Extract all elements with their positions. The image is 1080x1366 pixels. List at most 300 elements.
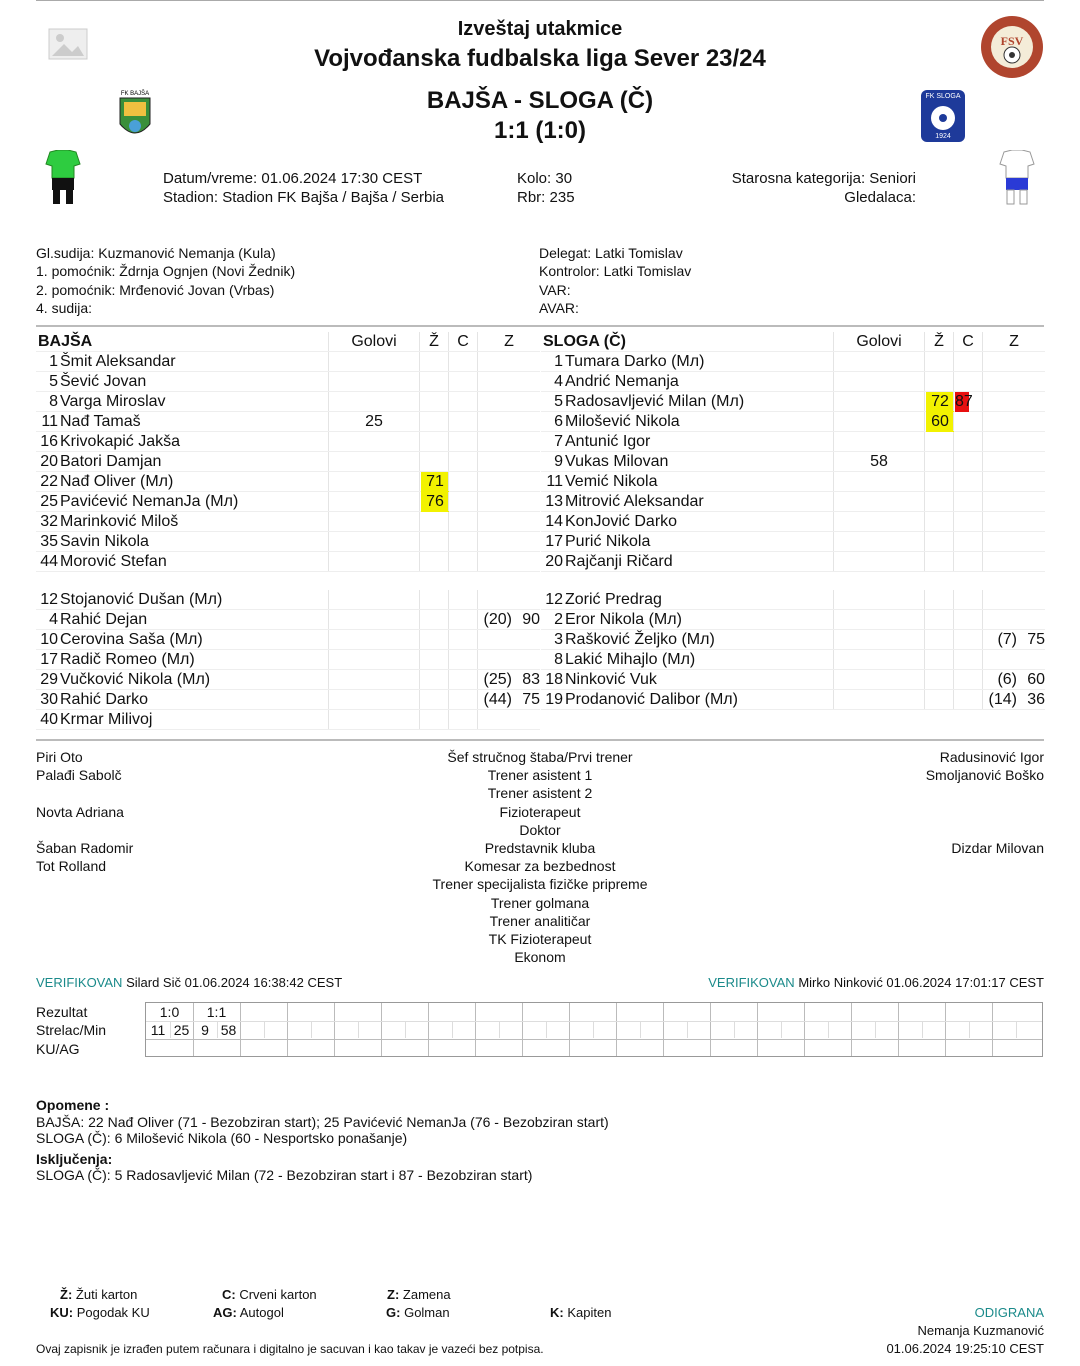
column-divider xyxy=(833,452,834,471)
column-divider xyxy=(924,352,925,371)
player-row xyxy=(36,352,540,372)
lineup-header-row xyxy=(541,332,1045,352)
player-goals xyxy=(332,352,416,372)
away-lineup-table xyxy=(541,332,1045,710)
grid-subcolumn-line xyxy=(781,1021,782,1038)
yellow-card-minute: 72 xyxy=(926,392,954,412)
column-divider xyxy=(419,392,420,411)
red-card-minute xyxy=(955,412,969,432)
red-card-minute xyxy=(450,532,464,552)
red-card-minute xyxy=(955,372,969,392)
substitution-minute xyxy=(1019,492,1045,512)
player-name: Šmit Aleksandar xyxy=(60,353,176,370)
yellow-card-minute xyxy=(421,432,449,452)
column-divider xyxy=(448,630,449,649)
column-divider xyxy=(477,372,478,391)
federation-logo-text: FSV xyxy=(1000,34,1024,48)
substitution-for xyxy=(983,512,1017,532)
column-divider xyxy=(833,610,834,629)
lineup-header-row xyxy=(36,332,540,352)
red-card-minute xyxy=(955,512,969,532)
match-title: BAJŠA - SLOGA (Č) xyxy=(426,87,654,114)
cautions-title: Opomene : xyxy=(36,1097,110,1113)
column-divider xyxy=(982,512,983,531)
player-row xyxy=(36,492,540,512)
player-name: Purić Nikola xyxy=(565,533,651,550)
grid-column-line xyxy=(898,1003,899,1056)
player-row xyxy=(36,512,540,532)
substitution-minute xyxy=(1019,512,1045,532)
column-divider xyxy=(328,610,329,629)
player-row xyxy=(541,590,1045,610)
column-divider xyxy=(953,630,954,649)
player-goals xyxy=(837,412,921,432)
away-staff-member: Smoljanović Boško xyxy=(925,767,1044,784)
player-name: Vemić Nikola xyxy=(565,473,658,490)
column-divider xyxy=(833,372,834,391)
column-divider xyxy=(924,670,925,689)
fourth-official: 4. sudija: xyxy=(36,299,93,316)
player-row xyxy=(36,432,540,452)
player-number: 19 xyxy=(545,691,563,708)
column-divider xyxy=(448,352,449,371)
column-divider xyxy=(328,670,329,689)
red-card-minute xyxy=(450,472,464,492)
column-divider xyxy=(328,690,329,709)
player-number: 40 xyxy=(40,711,58,728)
column-divider xyxy=(419,472,420,491)
expulsion-line: SLOGA (Č): 5 Radosavljević Milan (72 - Bezobziran start i 87 - Bezobziran start) xyxy=(36,1167,533,1183)
column-divider xyxy=(953,610,954,629)
section-divider xyxy=(36,739,1044,741)
grid-column-line xyxy=(428,1003,429,1056)
substitution-for xyxy=(478,472,512,492)
player-number: 12 xyxy=(545,591,563,608)
column-divider xyxy=(448,512,449,531)
substitution-minute xyxy=(1019,352,1045,372)
substitution-minute xyxy=(1019,472,1045,492)
expulsions-title: Isključenja: xyxy=(36,1150,113,1167)
player-name: Prodanović Dalibor (Mл) xyxy=(565,691,738,708)
yellow-card-minute xyxy=(926,610,954,630)
player-goals xyxy=(332,710,416,730)
avar: AVAR: xyxy=(539,299,579,316)
substitution-for xyxy=(478,710,512,730)
player-number: 8 xyxy=(49,393,58,410)
red-card-minute xyxy=(450,492,464,512)
column-divider xyxy=(448,392,449,411)
player-number: 12 xyxy=(40,591,58,608)
column-divider xyxy=(448,372,449,391)
column-divider xyxy=(953,472,954,491)
column-divider xyxy=(448,532,449,551)
yellow-card-minute: 71 xyxy=(421,472,449,492)
player-name: Vučković Nikola (Mл) xyxy=(60,671,211,688)
column-divider xyxy=(419,610,420,629)
yellow-card-minute xyxy=(926,372,954,392)
player-goals xyxy=(837,552,921,572)
substitution-for xyxy=(983,552,1017,572)
player-row xyxy=(36,610,540,630)
player-row xyxy=(541,630,1045,650)
substitution-for: (25) xyxy=(483,671,512,688)
column-divider xyxy=(328,412,329,431)
grid-column-line xyxy=(804,1003,805,1056)
player-row xyxy=(541,472,1045,492)
substitution-for xyxy=(983,610,1017,630)
column-divider xyxy=(833,512,834,531)
player-goals: 58 xyxy=(870,453,888,470)
player-goals xyxy=(332,492,416,512)
player-name: Cerovina Saša (Mл) xyxy=(60,631,203,648)
legend-yellow: Ž: Žuti karton xyxy=(60,1287,138,1302)
red-card-minute xyxy=(955,630,969,650)
player-goals xyxy=(837,492,921,512)
column-divider xyxy=(448,472,449,491)
verified-label: VERIFIKOVAN xyxy=(708,975,795,990)
column-divider xyxy=(328,372,329,391)
grid-subcolumn-line xyxy=(828,1021,829,1038)
away-staff-member: Radusinović Igor xyxy=(939,749,1044,765)
red-card-minute xyxy=(955,532,969,552)
staff-roles-list xyxy=(0,748,1080,966)
home-staff-member: Šaban Radomir xyxy=(36,839,134,856)
substitution-for xyxy=(478,392,512,412)
team-name: SLOGA (Č) xyxy=(543,333,626,350)
substitution-for xyxy=(983,492,1017,512)
officials-left xyxy=(36,244,295,317)
referee: Gl.sudija: Kuzmanović Nemanja (Kula) xyxy=(36,245,276,261)
column-divider xyxy=(982,610,983,629)
legend-red: C: Crveni karton xyxy=(222,1287,317,1302)
yellow-card-minute xyxy=(926,590,954,610)
home-staff-member: Palađi Sabolč xyxy=(36,767,122,784)
column-divider xyxy=(982,332,983,351)
player-goals xyxy=(837,532,921,552)
player-name: Morović Stefan xyxy=(60,553,167,570)
player-row xyxy=(541,552,1045,572)
player-name: Milošević Nikola xyxy=(565,413,680,430)
player-number: 1 xyxy=(49,353,58,370)
player-goals xyxy=(332,670,416,690)
staff-role: Trener specijalista fizičke pripreme xyxy=(432,876,648,893)
player-number: 29 xyxy=(40,671,58,688)
substitution-for xyxy=(983,472,1017,492)
player-number: 1 xyxy=(554,353,563,370)
player-name: Rašković Željko (Mл) xyxy=(565,631,715,648)
substitution-minute xyxy=(514,372,540,392)
substitution-minute xyxy=(1019,552,1045,572)
red-card-minute xyxy=(450,392,464,412)
player-row xyxy=(541,392,1045,412)
substitution-minute xyxy=(514,590,540,610)
grid-subcolumn-line xyxy=(734,1021,735,1038)
column-divider xyxy=(982,670,983,689)
grid-subcolumn-line xyxy=(358,1021,359,1038)
sub-header: Z xyxy=(504,333,514,350)
column-divider xyxy=(328,650,329,669)
yellow-card-minute xyxy=(926,472,954,492)
column-divider xyxy=(833,532,834,551)
report-title: Izveštaj utakmice xyxy=(457,18,623,40)
substitution-for xyxy=(983,532,1017,552)
column-divider xyxy=(833,492,834,511)
column-divider xyxy=(982,472,983,491)
column-divider xyxy=(982,412,983,431)
player-goals xyxy=(837,670,921,690)
yellow-card-minute xyxy=(421,412,449,432)
yellow-card-minute xyxy=(926,650,954,670)
column-divider xyxy=(833,630,834,649)
column-divider xyxy=(328,512,329,531)
substitution-minute xyxy=(1019,392,1045,412)
red-card-header: C xyxy=(962,333,974,350)
column-divider xyxy=(448,690,449,709)
substitution-for xyxy=(478,352,512,372)
substitution-minute: 36 xyxy=(1027,691,1045,708)
column-divider xyxy=(924,650,925,669)
legend-own-goal: AG: Autogol xyxy=(213,1305,284,1320)
scorer-number: 11 xyxy=(150,1022,166,1038)
column-divider xyxy=(477,650,478,669)
column-divider xyxy=(924,610,925,629)
column-divider xyxy=(953,492,954,511)
scorer-minute: 58 xyxy=(220,1022,237,1038)
column-divider xyxy=(982,552,983,571)
staff-role: Fizioterapeut xyxy=(499,803,581,820)
substitution-minute xyxy=(514,552,540,572)
substitution-for xyxy=(478,630,512,650)
player-goals xyxy=(332,432,416,452)
grid-column-line xyxy=(616,1003,617,1056)
player-row xyxy=(541,532,1045,552)
home-club-logo xyxy=(114,88,156,144)
grid-subcolumn-line xyxy=(593,1021,594,1038)
footer-disclaimer: Ovaj zapisnik je izrađen putem računara i digitalno je sacuvan i kao takav je vazeći bez potpisa. xyxy=(36,1342,544,1356)
player-number: 4 xyxy=(554,373,563,390)
red-card-minute xyxy=(450,412,464,432)
column-divider xyxy=(448,610,449,629)
player-name: Nađ Oliver (Mл) xyxy=(60,473,174,490)
red-card-minute xyxy=(450,452,464,472)
yellow-card-minute xyxy=(421,650,449,670)
column-divider xyxy=(477,670,478,689)
substitution-for xyxy=(983,372,1017,392)
column-divider xyxy=(833,670,834,689)
player-goals xyxy=(332,512,416,532)
lineup-spacer xyxy=(36,572,540,590)
player-goals xyxy=(332,472,416,492)
result-label: Rezultat xyxy=(36,1004,88,1020)
substitution-for xyxy=(983,412,1017,432)
column-divider xyxy=(477,512,478,531)
red-card-minute xyxy=(955,670,969,690)
column-divider xyxy=(477,472,478,491)
staff-role: TK Fizioterapeut xyxy=(488,930,592,947)
column-divider xyxy=(419,532,420,551)
column-divider xyxy=(953,372,954,391)
player-row xyxy=(36,552,540,572)
substitution-minute xyxy=(1019,412,1045,432)
red-card-minute xyxy=(450,710,464,730)
yellow-card-minute xyxy=(421,630,449,650)
away-staff-list xyxy=(926,748,1044,857)
substitution-minute xyxy=(1019,372,1045,392)
match-status: ODIGRANA xyxy=(974,1305,1044,1320)
column-divider xyxy=(328,452,329,471)
substitution-for xyxy=(983,650,1017,670)
home-verification xyxy=(36,975,342,990)
scorer-number: 9 xyxy=(201,1022,209,1038)
red-card-minute xyxy=(450,352,464,372)
column-divider xyxy=(328,432,329,451)
grid-column-line xyxy=(710,1003,711,1056)
player-name: Savin Nikola xyxy=(60,533,149,550)
yellow-card-minute xyxy=(421,690,449,710)
red-card-minute xyxy=(450,432,464,452)
red-card-minute xyxy=(450,650,464,670)
player-number: 13 xyxy=(545,493,563,510)
grid-subcolumn-line xyxy=(546,1021,547,1038)
substitution-minute: 75 xyxy=(522,691,540,708)
away-logo-year: 1924 xyxy=(935,133,951,140)
player-goals xyxy=(837,590,921,610)
yellow-card-minute xyxy=(926,690,954,710)
player-number: 20 xyxy=(545,553,563,570)
yellow-card-minute xyxy=(421,532,449,552)
column-divider xyxy=(924,392,925,411)
column-divider xyxy=(419,332,420,351)
column-divider xyxy=(924,552,925,571)
player-name: Rahić Dejan xyxy=(60,611,148,628)
grid-column-line xyxy=(334,1003,335,1056)
player-row xyxy=(541,670,1045,690)
substitution-minute: 60 xyxy=(1027,671,1045,688)
spectators: Gledalaca: xyxy=(844,189,916,206)
player-number: 25 xyxy=(40,493,58,510)
yellow-card-minute xyxy=(926,532,954,552)
substitution-for xyxy=(983,432,1017,452)
column-divider xyxy=(833,650,834,669)
substitution-minute xyxy=(514,412,540,432)
substitution-for xyxy=(478,552,512,572)
result-score: 1:0 xyxy=(159,1004,180,1020)
grid-subcolumn-line xyxy=(969,1021,970,1038)
column-divider xyxy=(477,352,478,371)
column-divider xyxy=(419,512,420,531)
home-staff-member: Piri Oto xyxy=(36,749,83,765)
column-divider xyxy=(448,650,449,669)
home-verification-text: Silard Sič 01.06.2024 16:38:42 CEST xyxy=(126,975,343,990)
column-divider xyxy=(328,472,329,491)
player-name: Vukas Milovan xyxy=(565,453,669,470)
away-staff-member xyxy=(926,803,1044,821)
column-divider xyxy=(419,372,420,391)
column-divider xyxy=(328,532,329,551)
verified-label: VERIFIKOVAN xyxy=(36,975,123,990)
player-name: Radosavljević Milan (Mл) xyxy=(565,393,745,410)
player-row xyxy=(541,452,1045,472)
column-divider xyxy=(982,532,983,551)
grid-column-line xyxy=(287,1003,288,1056)
player-row xyxy=(36,630,540,650)
player-row xyxy=(36,392,540,412)
player-name: Tumara Darko (Mл) xyxy=(565,353,705,370)
grid-subcolumn-line xyxy=(452,1021,453,1038)
match-round: Kolo: 30 xyxy=(517,170,573,187)
caution-line-away: SLOGA (Č): 6 Milošević Nikola (60 - Nesportsko ponašanje) xyxy=(36,1130,408,1146)
yellow-card-minute xyxy=(421,352,449,372)
yellow-card-minute xyxy=(421,710,449,730)
player-goals xyxy=(332,532,416,552)
substitution-minute xyxy=(514,630,540,650)
home-staff-member: Tot Rolland xyxy=(36,858,107,875)
player-number: 17 xyxy=(545,533,563,550)
player-row xyxy=(36,372,540,392)
player-goals xyxy=(837,650,921,670)
column-divider xyxy=(448,710,449,729)
grid-column-line xyxy=(381,1003,382,1056)
red-card-minute xyxy=(955,552,969,572)
grid-subcolumn-line xyxy=(405,1021,406,1038)
substitution-minute xyxy=(514,492,540,512)
legend-sub: Z: Zamena xyxy=(387,1287,451,1302)
column-divider xyxy=(953,670,954,689)
column-divider xyxy=(328,590,329,609)
player-name: Antunić Igor xyxy=(565,433,651,450)
player-number: 11 xyxy=(41,413,58,430)
red-card-minute xyxy=(450,670,464,690)
column-divider xyxy=(833,590,834,609)
yellow-card-header: Ž xyxy=(429,333,439,350)
substitution-for xyxy=(983,392,1017,412)
yellow-card-minute xyxy=(421,512,449,532)
column-divider xyxy=(328,630,329,649)
player-row xyxy=(541,352,1045,372)
player-name: Varga Miroslav xyxy=(60,393,166,410)
column-divider xyxy=(477,690,478,709)
column-divider xyxy=(419,412,420,431)
grid-subcolumn-line xyxy=(1016,1021,1017,1038)
away-staff-member xyxy=(926,821,1044,839)
player-row xyxy=(541,492,1045,512)
player-row xyxy=(36,670,540,690)
grid-subcolumn-line xyxy=(875,1021,876,1038)
yellow-card-minute xyxy=(421,670,449,690)
player-goals xyxy=(837,630,921,650)
yellow-card-minute xyxy=(926,452,954,472)
var: VAR: xyxy=(539,281,571,298)
player-number: 2 xyxy=(554,611,563,628)
red-card-minute xyxy=(450,372,464,392)
column-divider xyxy=(419,492,420,511)
column-divider xyxy=(953,412,954,431)
player-row xyxy=(36,690,540,710)
player-name: Lakić Mihajlo (Mл) xyxy=(565,651,696,668)
player-number: 32 xyxy=(40,513,58,530)
substitution-for xyxy=(478,432,512,452)
scorer-label: Strelac/Min xyxy=(36,1022,107,1039)
column-divider xyxy=(982,590,983,609)
column-divider xyxy=(328,332,329,351)
column-divider xyxy=(924,532,925,551)
red-card-minute xyxy=(955,590,969,610)
column-divider xyxy=(833,472,834,491)
column-divider xyxy=(924,590,925,609)
player-row xyxy=(541,512,1045,532)
red-card-minute xyxy=(955,432,969,452)
column-divider xyxy=(328,552,329,571)
